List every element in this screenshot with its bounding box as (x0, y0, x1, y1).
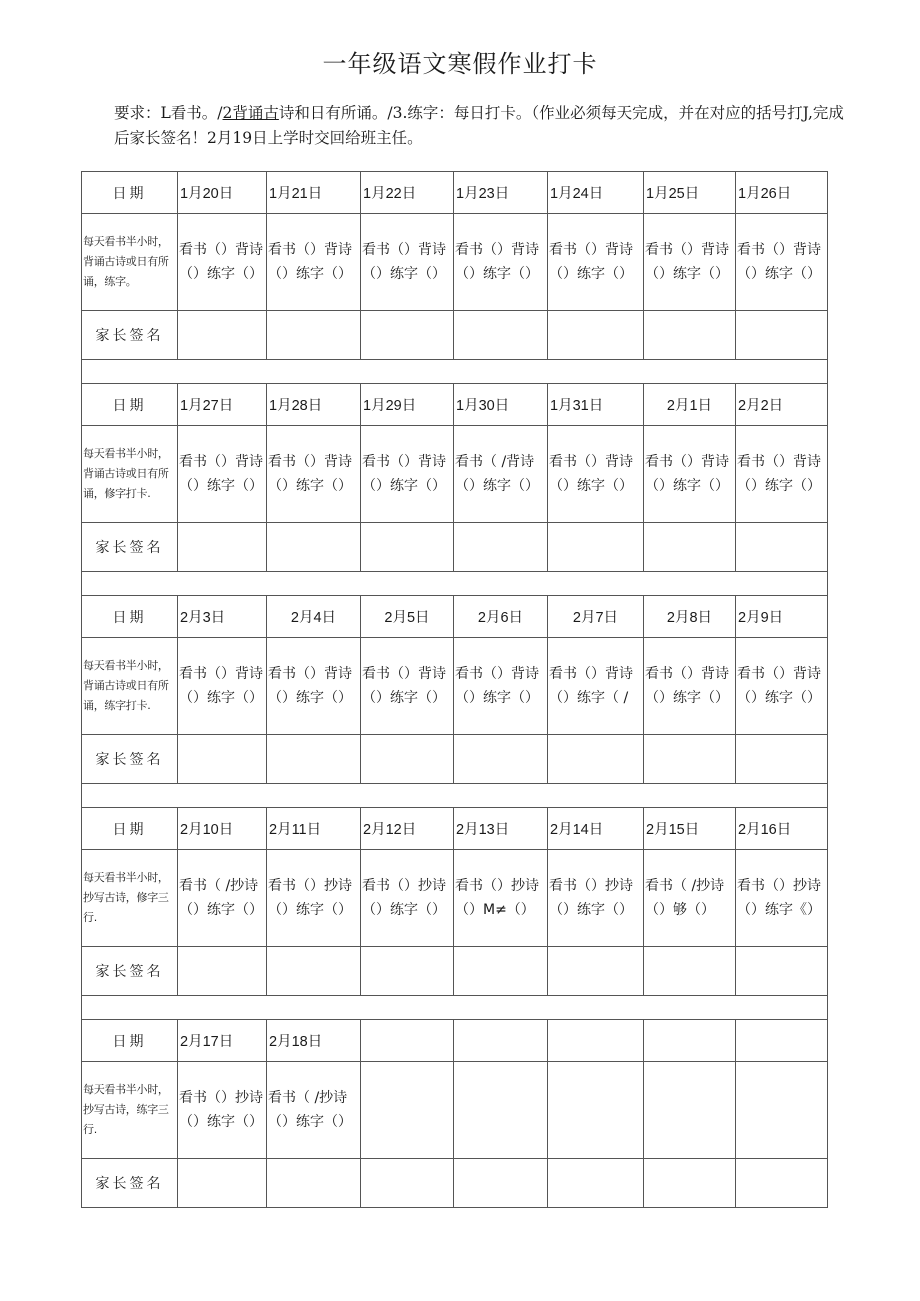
task-checkbox-cell[interactable] (361, 1062, 454, 1159)
parent-signature-cell[interactable] (454, 523, 548, 572)
date-row (82, 384, 828, 426)
requirements-part-2-underlined: 2背诵古 (222, 104, 279, 122)
spacer-cell (82, 360, 828, 384)
task-row (82, 214, 828, 311)
date-header-cell: 日期 (82, 596, 178, 638)
signature-row (82, 1159, 828, 1208)
date-cell (644, 1020, 736, 1062)
task-checkbox-cell[interactable]: 看书（）抄诗（）M≠（） (454, 850, 548, 947)
signature-row (82, 311, 828, 360)
homework-checkin-table (81, 171, 828, 1208)
date-cell: 1月22日 (361, 172, 454, 214)
task-checkbox-cell[interactable]: 看书（）背诗（）练字（） (267, 638, 361, 735)
date-cell: 2月18日 (267, 1020, 361, 1062)
task-row (82, 426, 828, 523)
date-cell: 1月28日 (267, 384, 361, 426)
date-row (82, 1020, 828, 1062)
parent-signature-cell[interactable] (178, 311, 267, 360)
task-checkbox-cell[interactable]: 看书（）抄诗（）练字（） (267, 850, 361, 947)
task-checkbox-cell[interactable]: 看书（）抄诗（）练字（） (178, 1062, 267, 1159)
date-cell: 2月7日 (548, 596, 644, 638)
date-row (82, 808, 828, 850)
date-cell: 2月8日 (644, 596, 736, 638)
date-cell: 2月11日 (267, 808, 361, 850)
parent-signature-cell[interactable] (361, 311, 454, 360)
date-cell: 1月27日 (178, 384, 267, 426)
parent-signature-cell[interactable] (736, 1159, 828, 1208)
parent-signature-cell[interactable] (548, 1159, 644, 1208)
parent-signature-cell[interactable] (548, 311, 644, 360)
task-checkbox-cell[interactable] (454, 1062, 548, 1159)
date-cell: 1月26日 (736, 172, 828, 214)
date-cell: 2月15日 (644, 808, 736, 850)
task-row (82, 638, 828, 735)
date-cell: 1月24日 (548, 172, 644, 214)
parent-signature-cell[interactable] (736, 735, 828, 784)
spacer-cell (82, 996, 828, 1020)
task-checkbox-cell[interactable]: 看书（）背诗（）练字（ / (548, 638, 644, 735)
parent-signature-cell[interactable] (178, 947, 267, 996)
date-cell: 2月5日 (361, 596, 454, 638)
task-checkbox-cell[interactable]: 看书（）背诗（）练字（） (267, 426, 361, 523)
task-checkbox-cell[interactable] (548, 1062, 644, 1159)
date-header-cell: 日期 (82, 384, 178, 426)
requirements-part-3: 诗和日有所诵。/3.练字：每日打卡。（作业必须每天完成，并在对应的括号打J,完成后家长签名！2月19日上学时交回给班主任。 (114, 104, 844, 147)
parent-signature-cell[interactable] (548, 947, 644, 996)
parent-signature-cell[interactable] (548, 735, 644, 784)
parent-signature-cell[interactable] (267, 947, 361, 996)
date-cell: 2月6日 (454, 596, 548, 638)
date-cell: 2月9日 (736, 596, 828, 638)
spacer-row (82, 360, 828, 384)
signature-header-cell: 家长签名 (82, 523, 178, 572)
task-checkbox-cell[interactable]: 看书（）背诗（）练字（） (178, 638, 267, 735)
signature-header-cell: 家长签名 (82, 735, 178, 784)
parent-signature-cell[interactable] (178, 523, 267, 572)
task-checkbox-cell[interactable] (736, 1062, 828, 1159)
parent-signature-cell[interactable] (548, 523, 644, 572)
task-row (82, 850, 828, 947)
task-checkbox-cell[interactable] (644, 1062, 736, 1159)
parent-signature-cell[interactable] (267, 735, 361, 784)
parent-signature-cell[interactable] (644, 1159, 736, 1208)
date-header-cell: 日期 (82, 1020, 178, 1062)
spacer-row (82, 572, 828, 596)
date-cell: 1月31日 (548, 384, 644, 426)
date-cell: 2月1日 (644, 384, 736, 426)
parent-signature-cell[interactable] (736, 523, 828, 572)
date-cell: 2月3日 (178, 596, 267, 638)
task-checkbox-cell[interactable]: 看书（）背诗（）练字（） (178, 426, 267, 523)
date-cell: 2月4日 (267, 596, 361, 638)
parent-signature-cell[interactable] (644, 523, 736, 572)
parent-signature-cell[interactable] (267, 311, 361, 360)
date-cell: 1月21日 (267, 172, 361, 214)
date-cell: 1月23日 (454, 172, 548, 214)
parent-signature-cell[interactable] (736, 311, 828, 360)
parent-signature-cell[interactable] (454, 1159, 548, 1208)
task-checkbox-cell[interactable]: 看书（）背诗（）练字（） (454, 638, 548, 735)
task-checkbox-cell[interactable]: 看书（）背诗（）练字（） (736, 214, 828, 311)
task-checkbox-cell[interactable]: 看书（ /抄诗（）练字（） (267, 1062, 361, 1159)
requirements-part-1: 要求：L看书。/ (114, 104, 223, 122)
date-header-cell: 日期 (82, 808, 178, 850)
signature-header-cell: 家长签名 (82, 1159, 178, 1208)
task-row (82, 1062, 828, 1159)
parent-signature-cell[interactable] (361, 947, 454, 996)
spacer-cell (82, 572, 828, 596)
spacer-row (82, 784, 828, 808)
task-checkbox-cell[interactable]: 看书（）背诗（）练字（） (736, 638, 828, 735)
daily-requirement-cell: 每天看书半小时，抄写古诗，练字三行. (82, 1062, 178, 1159)
date-cell: 1月20日 (178, 172, 267, 214)
task-checkbox-cell[interactable]: 看书（ /抄诗（）够（） (644, 850, 736, 947)
spacer-cell (82, 784, 828, 808)
task-checkbox-cell[interactable]: 看书（）抄诗（）练字《） (736, 850, 828, 947)
parent-signature-cell[interactable] (361, 1159, 454, 1208)
parent-signature-cell[interactable] (454, 735, 548, 784)
task-checkbox-cell[interactable]: 看书（）背诗（）练字（） (454, 214, 548, 311)
parent-signature-cell[interactable] (178, 1159, 267, 1208)
date-cell (361, 1020, 454, 1062)
parent-signature-cell[interactable] (361, 523, 454, 572)
task-checkbox-cell[interactable]: 看书（）背诗（）练字（） (178, 214, 267, 311)
task-checkbox-cell[interactable]: 看书（）背诗（）练字（） (644, 426, 736, 523)
task-checkbox-cell[interactable]: 看书（）抄诗（）练字（） (548, 850, 644, 947)
task-checkbox-cell[interactable]: 看书（）背诗（）练字（） (736, 426, 828, 523)
parent-signature-cell[interactable] (454, 311, 548, 360)
date-cell: 2月2日 (736, 384, 828, 426)
date-cell: 2月12日 (361, 808, 454, 850)
date-cell (548, 1020, 644, 1062)
date-row (82, 596, 828, 638)
signature-row (82, 947, 828, 996)
parent-signature-cell[interactable] (644, 947, 736, 996)
task-checkbox-cell[interactable]: 看书（ /背诗（）练字（） (454, 426, 548, 523)
date-cell: 2月10日 (178, 808, 267, 850)
parent-signature-cell[interactable] (644, 311, 736, 360)
task-checkbox-cell[interactable]: 看书（）背诗（）练字（） (361, 426, 454, 523)
task-checkbox-cell[interactable]: 看书（）背诗（）练字（） (644, 638, 736, 735)
signature-header-cell: 家长签名 (82, 947, 178, 996)
date-cell: 2月16日 (736, 808, 828, 850)
task-checkbox-cell[interactable]: 看书（）背诗（）练字（） (548, 214, 644, 311)
task-checkbox-cell[interactable]: 看书（ /抄诗（）练字（） (178, 850, 267, 947)
signature-row (82, 523, 828, 572)
date-row (82, 172, 828, 214)
signature-header-cell: 家长签名 (82, 311, 178, 360)
task-checkbox-cell[interactable]: 看书（）背诗（）练字（） (361, 214, 454, 311)
task-checkbox-cell[interactable]: 看书（）背诗（）练字（） (267, 214, 361, 311)
date-header-cell: 日期 (82, 172, 178, 214)
task-checkbox-cell[interactable]: 看书（）抄诗（）练字（） (361, 850, 454, 947)
requirements-text (114, 101, 859, 151)
date-cell (736, 1020, 828, 1062)
parent-signature-cell[interactable] (178, 735, 267, 784)
parent-signature-cell[interactable] (454, 947, 548, 996)
date-cell (454, 1020, 548, 1062)
signature-row (82, 735, 828, 784)
date-cell: 2月13日 (454, 808, 548, 850)
parent-signature-cell[interactable] (267, 523, 361, 572)
spacer-row (82, 996, 828, 1020)
parent-signature-cell[interactable] (644, 735, 736, 784)
date-cell: 1月30日 (454, 384, 548, 426)
date-cell: 2月14日 (548, 808, 644, 850)
parent-signature-cell[interactable] (361, 735, 454, 784)
date-cell: 1月29日 (361, 384, 454, 426)
task-checkbox-cell[interactable]: 看书（）背诗（）练字（） (644, 214, 736, 311)
parent-signature-cell[interactable] (736, 947, 828, 996)
daily-requirement-cell: 每天看书半小时，抄写古诗，修字三行. (82, 850, 178, 947)
task-checkbox-cell[interactable]: 看书（）背诗（）练字（） (361, 638, 454, 735)
daily-requirement-cell: 每天看书半小时，背诵古诗或日有所诵，修字打卡. (82, 426, 178, 523)
daily-requirement-cell: 每天看书半小时，背诵古诗或日有所诵，练字打卡. (82, 638, 178, 735)
date-cell: 1月25日 (644, 172, 736, 214)
page-title: 一年级语文寒假作业打卡 (322, 50, 598, 78)
date-cell: 2月17日 (178, 1020, 267, 1062)
daily-requirement-cell: 每天看书半小时，背诵古诗或日有所诵，练字。 (82, 214, 178, 311)
task-checkbox-cell[interactable]: 看书（）背诗（）练字（） (548, 426, 644, 523)
parent-signature-cell[interactable] (267, 1159, 361, 1208)
